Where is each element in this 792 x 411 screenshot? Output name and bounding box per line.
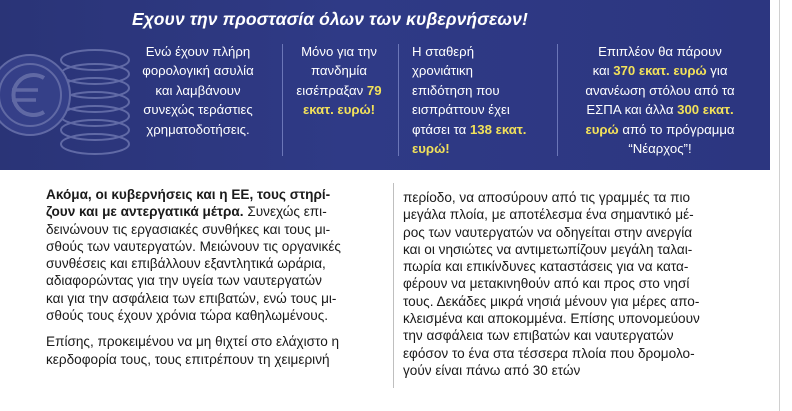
page-edge — [779, 0, 780, 411]
article-paragraph: Ακόμα, οι κυβερνήσεις και η ΕΕ, τους στηρί- ζουν και με αντεργατικά μέτρα. Συνεχώς επι- δεινώνουν τις εργασιακές συνθήκες και τους μι- σθούς των ναυτεργατών. Μειώνουν τις οργανικές συνθέσεις και επιβάλλουν εξαντλητικά ωράρια, αδιαφορώντας για την υγεία των ναυτεργατών και για την ασφάλεια των επιβατών, ενώ τους μι- σθούς τους έχουν χρόνια τώρα καθηλωμένους. — [46, 187, 341, 324]
fact-tax-immunity: Ενώ έχουν πλήρη φορολογική ασυλία και λαμβάνουν συνεχώς τεράστιες χρηματοδοτήσεις. — [142, 44, 254, 137]
fact-pandemic-funding: Μόνο για την πανδημία εισέπραξαν 79 εκατ. ευρώ! — [296, 44, 382, 118]
euro-coins-icon — [0, 30, 130, 170]
article-right-column: περίοδο, να αποσύρουν από τις γραμμές τα πιο μεγάλα πλοία, με αποτέλεσμα ένα σημαντικό μέ- ρος των ναυτεργατών να οδηγείται στην ανεργία και οι νησιώτες να αντιμετωπίζουν μεγάλη ταλαι- πωρία και επικίνδυνες καταστάσεις για να κατα- φέρουν να μετακινηθούν από και προς στο νησί τους. Δεκάδες μικρά νησιά μένουν για μέρες απο- κλεισμένα και αποκομμένα. Επίσης υπονομεύουν την ασφάλεια των επιβατών και ναυτεργατών εφόσον το ένα στα τέσσερα πλοία που δρομολο- γούν είναι πάνω από 30 ετών — [403, 190, 700, 378]
fact-divider — [282, 44, 283, 156]
article-left-column — [46, 186, 386, 368]
banner-title: Εχουν την προστασία όλων των κυβερνήσεων! — [132, 9, 528, 29]
fact-divider — [557, 44, 558, 156]
fact-divider — [398, 44, 399, 156]
info-banner — [0, 0, 770, 170]
article-paragraph: Επίσης, προκειμένου να μη θιχτεί στο ελάχιστο η κερδοφορία τους, τους επιτρέπουν τη χειμερινή — [46, 334, 340, 367]
fact-annual-subsidy: Η σταθερή χρονιάτικη επιδότηση που εισπράττουν έχει φτάσει τα 138 εκατ. ευρώ! — [412, 44, 527, 157]
column-divider — [393, 183, 394, 388]
fact-fleet-renewal: Επιπλέον θα πάρουν και 370 εκατ. ευρώ για ανανέωση στόλου από τα ΕΣΠΑ και άλλα 300 εκατ. ευρώ από το πρόγραμμα “Νέαρχος”! — [585, 44, 735, 157]
